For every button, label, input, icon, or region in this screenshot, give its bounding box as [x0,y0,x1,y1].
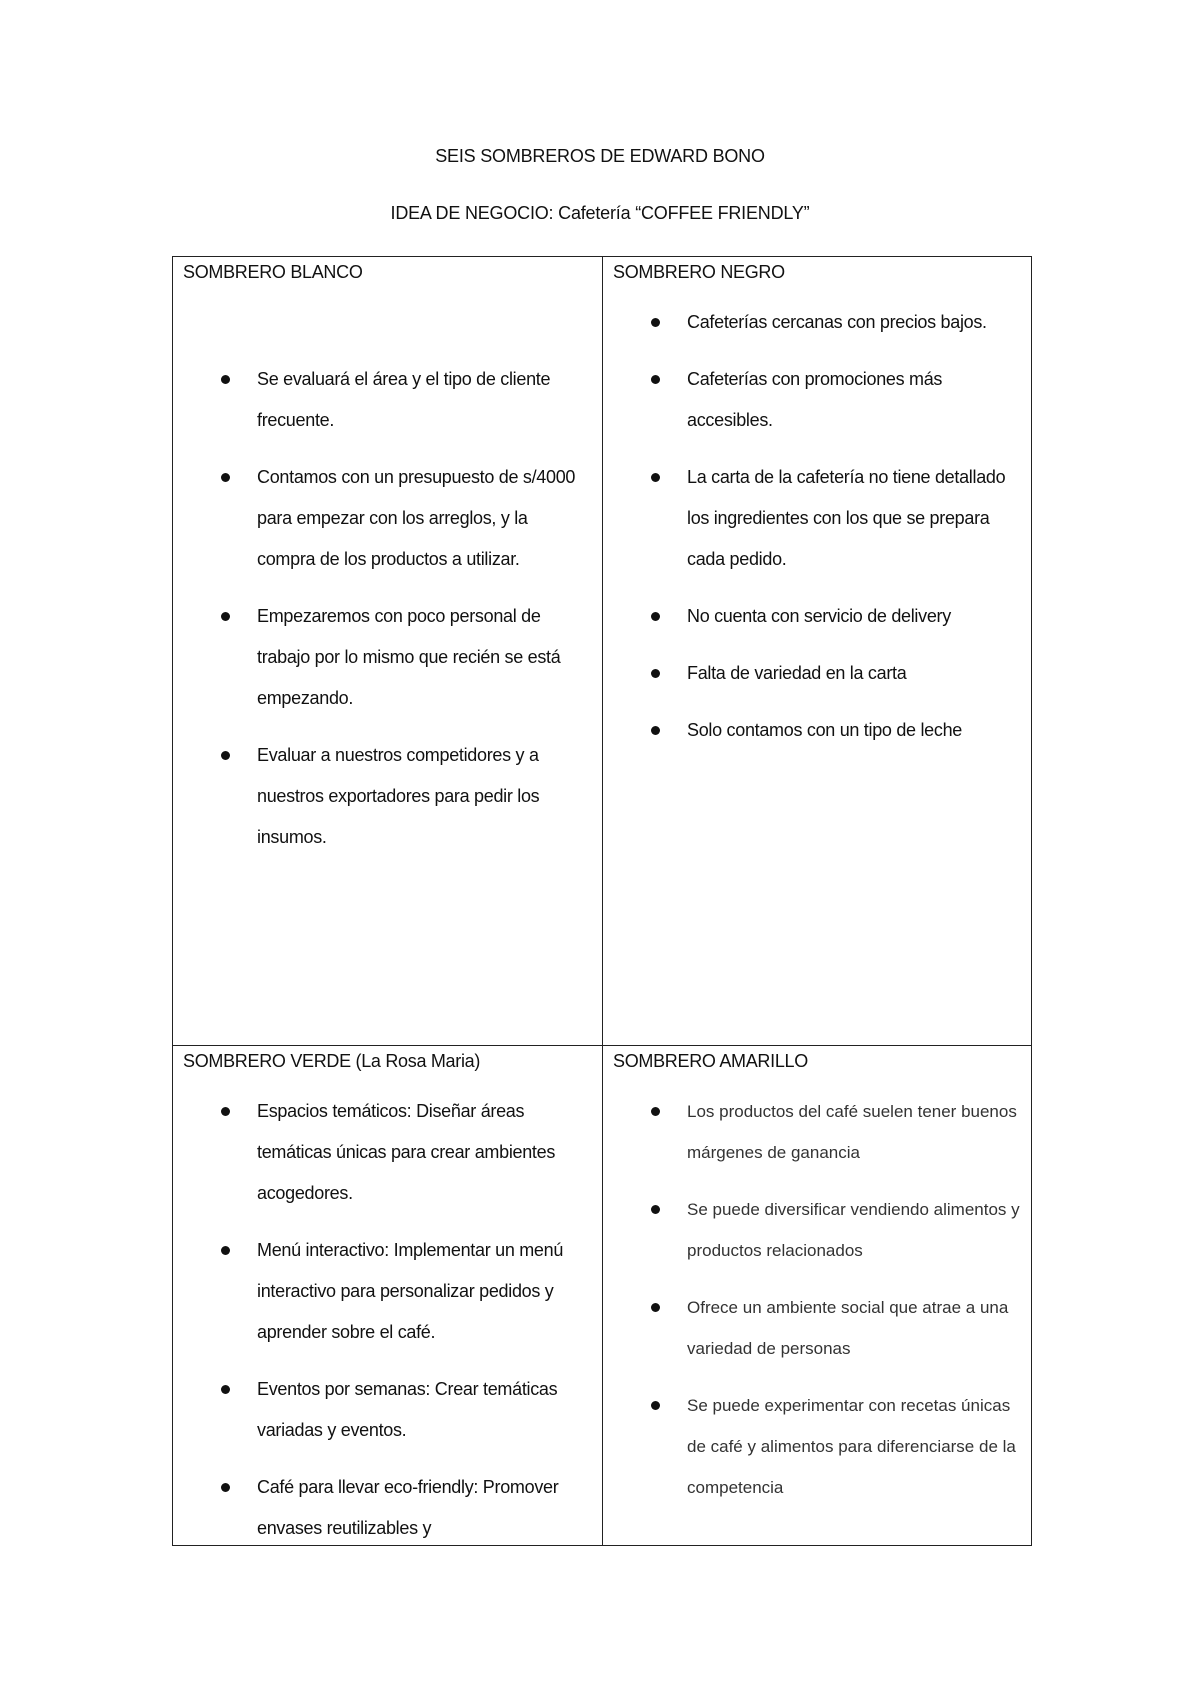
bullet-dot-icon [651,669,660,678]
bullet-dot-icon [221,612,230,621]
bullet-dot-icon [651,1205,660,1214]
list-item: Evaluar a nuestros competidores y a nuestros exportadores para pedir los insumos. [173,735,588,858]
cell-sombrero-amarillo [603,1046,1031,1545]
bullet-dot-icon [221,375,230,384]
list-item: Menú interactivo: Implementar un menú interactivo para personalizar pedidos y aprender sobre el café. [173,1230,602,1353]
list-item: Cafeterías con promociones más accesibles. [603,359,1031,441]
bullet-dot-icon [221,1107,230,1116]
cell-sombrero-negro [603,257,1031,1046]
bullet-dot-icon [221,1246,230,1255]
list-item: No cuenta con servicio de delivery [603,596,1031,637]
bullet-dot-icon [651,726,660,735]
bullet-dot-icon [651,1107,660,1116]
bullet-dot-icon [651,318,660,327]
list-item: Se puede experimentar con recetas únicas de café y alimentos para diferenciarse de la competencia [603,1385,1031,1508]
bullet-dot-icon [221,1483,230,1492]
bullet-dot-icon [651,1401,660,1410]
list-item: Ofrece un ambiente social que atrae a una variedad de personas [603,1287,1031,1369]
list-item: La carta de la cafetería no tiene detallado los ingredientes con los que se prepara cada pedido. [603,457,1031,580]
list-item: Se puede diversificar vendiendo alimentos y productos relacionados [603,1189,1031,1271]
list-blanco [173,359,588,874]
page-title: SEIS SOMBREROS DE EDWARD BONO [435,146,765,166]
hats-table [172,256,1032,1546]
cell-title-verde: SOMBRERO VERDE (La Rosa Maria) [183,1051,481,1071]
list-negro [603,302,1031,767]
list-amarillo [603,1091,1031,1524]
bullet-dot-icon [221,751,230,760]
list-item: Se evaluará el área y el tipo de cliente frecuente. [173,359,588,441]
list-item: Espacios temáticos: Diseñar áreas temáticas únicas para crear ambientes acogedores. [173,1091,602,1214]
bullet-dot-icon [651,473,660,482]
list-item: Los productos del café suelen tener buenos márgenes de ganancia [603,1091,1031,1173]
list-verde [173,1091,602,1545]
bullet-dot-icon [221,473,230,482]
bullet-dot-icon [221,1385,230,1394]
cell-title-amarillo: SOMBRERO AMARILLO [613,1051,808,1071]
list-item: Solo contamos con un tipo de leche [603,710,1031,751]
list-item: Eventos por semanas: Crear temáticas variadas y eventos. [173,1369,602,1451]
cell-sombrero-blanco [173,257,603,1046]
page-subtitle: IDEA DE NEGOCIO: Cafetería “COFFEE FRIENDLY” [390,203,810,223]
cell-title-blanco: SOMBRERO BLANCO [183,262,363,282]
list-item: Empezaremos con poco personal de trabajo por lo mismo que recién se está empezando. [173,596,588,719]
bullet-dot-icon [651,375,660,384]
bullet-dot-icon [651,1303,660,1312]
list-item: Cafeterías cercanas con precios bajos. [603,302,1031,343]
cell-sombrero-verde [173,1046,603,1545]
list-item: Café para llevar eco-friendly: Promover envases reutilizables y [173,1467,602,1545]
list-item: Contamos con un presupuesto de s/4000 para empezar con los arreglos, y la compra de los productos a utilizar. [173,457,588,580]
cell-title-negro: SOMBRERO NEGRO [613,262,785,282]
bullet-dot-icon [651,612,660,621]
list-item: Falta de variedad en la carta [603,653,1031,694]
